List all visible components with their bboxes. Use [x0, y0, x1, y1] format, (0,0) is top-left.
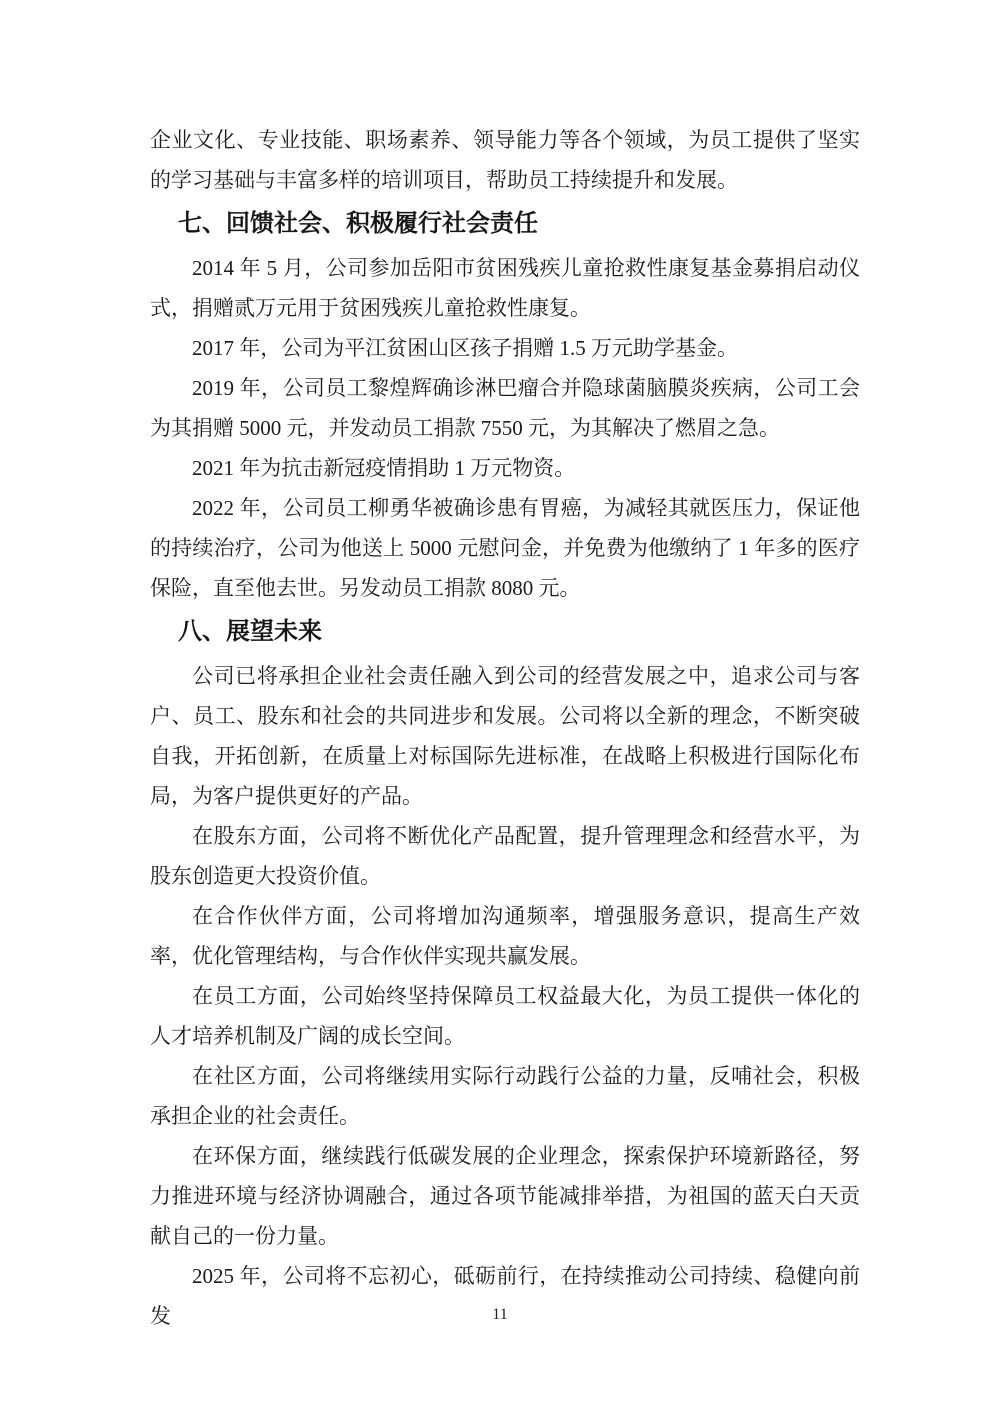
paragraph-environment: 在环保方面，继续践行低碳发展的企业理念，探索保护环境新路径，努力推进环境与经济协调融合，通过各项节能减排举措，为祖国的蓝天白天贡献自己的一份力量。 — [150, 1144, 860, 1248]
paragraph-2025-outlook: 2025 年，公司将不忘初心，砥砺前行，在持续推动公司持续、稳健向前发 — [150, 1264, 860, 1328]
paragraph-2019-donation: 2019 年，公司员工黎煌辉确诊淋巴瘤合并隐球菌脑膜炎疾病，公司工会为其捐赠 5000 元，并发动员工捐款 7550 元，为其解决了燃眉之急。 — [150, 376, 860, 440]
paragraph-partners: 在合作伙伴方面，公司将增加沟通频率，增强服务意识，提高生产效率，优化管理结构，与合作伙伴实现共赢发展。 — [150, 904, 860, 968]
page-number: 11 — [492, 1306, 508, 1323]
paragraph-2021-donation: 2021 年为抗击新冠疫情捐助 1 万元物资。 — [192, 456, 576, 480]
section-heading-future-outlook: 八、展望未来 — [178, 618, 322, 645]
section-heading-give-back-to-society: 七、回馈社会、积极履行社会责任 — [178, 210, 538, 237]
paragraph-2017-donation: 2017 年，公司为平江贫困山区孩子捐赠 1.5 万元助学基金。 — [192, 336, 738, 360]
page-footer — [0, 1306, 1000, 1324]
paragraph-employees: 在员工方面，公司始终坚持保障员工权益最大化，为员工提供一体化的人才培养机制及广阔的成长空间。 — [150, 984, 860, 1048]
paragraph-2022-donation: 2022 年，公司员工柳勇华被确诊患有胃癌，为减轻其就医压力，保证他的持续治疗，公司为他送上 5000 元慰问金，并免费为他缴纳了 1 年多的医疗保险，直至他去世。另发动员工捐款 8080 元。 — [150, 496, 860, 600]
paragraph-continuation: 企业文化、专业技能、职场素养、领导能力等各个领域，为员工提供了坚实的学习基础与丰富多样的培训项目，帮助员工持续提升和发展。 — [150, 128, 860, 192]
paragraph-shareholders: 在股东方面，公司将不断优化产品配置，提升管理理念和经营水平，为股东创造更大投资价值。 — [150, 824, 860, 888]
paragraph-community: 在社区方面，公司将继续用实际行动践行公益的力量，反哺社会，积极承担企业的社会责任。 — [150, 1064, 860, 1128]
paragraph-2014-donation: 2014 年 5 月，公司参加岳阳市贫困残疾儿童抢救性康复基金募捐启动仪式，捐赠贰万元用于贫困残疾儿童抢救性康复。 — [150, 256, 860, 320]
paragraph-outlook-overview: 公司已将承担企业社会责任融入到公司的经营发展之中，追求公司与客户、员工、股东和社会的共同进步和发展。公司将以全新的理念，不断突破自我，开拓创新，在质量上对标国际先进标准，在战略上积极进行国际化布局，为客户提供更好的产品。 — [150, 664, 860, 808]
